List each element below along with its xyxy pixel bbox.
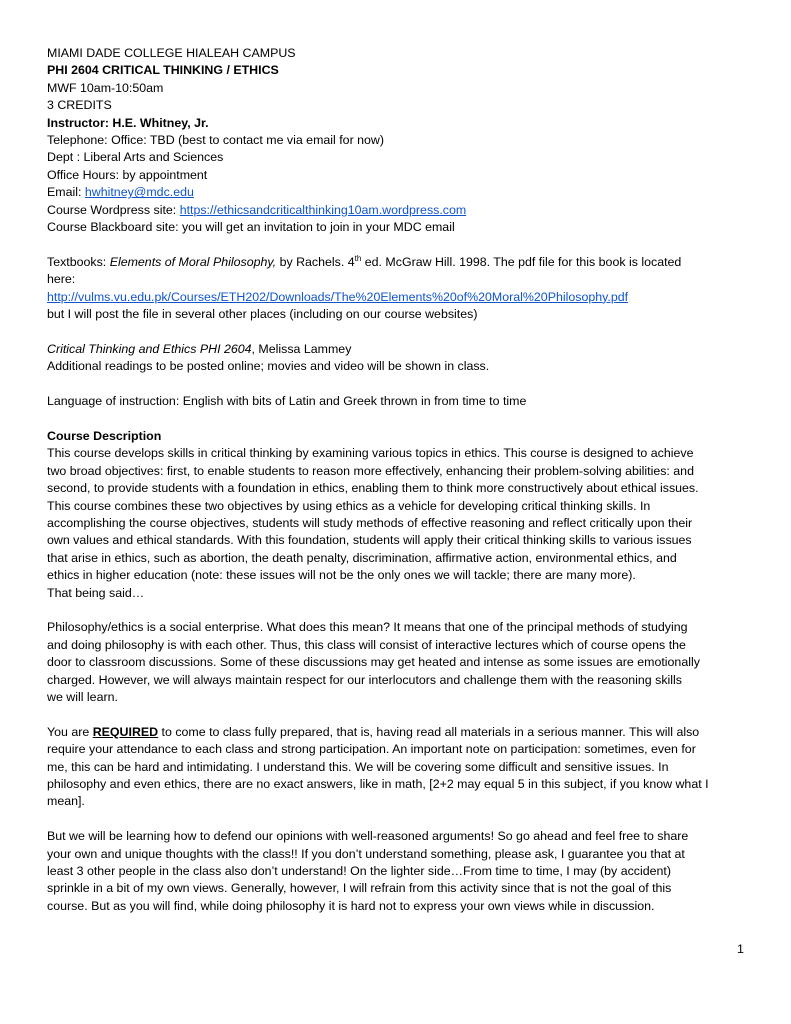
- description-line: that arise in ethics, such as abortion, the death penalty, discrimination, affirmative action, environmental ethics, and: [47, 550, 677, 565]
- textbooks-line-2: here:: [47, 272, 76, 287]
- post-note: but I will post the file in several other places (including on our course websites): [47, 307, 478, 322]
- social-line: door to classroom discussions. Some of these discussions may get heated and intense as some issues are emotionally: [47, 655, 700, 670]
- required-prefix: You are: [47, 724, 93, 739]
- defend-line: your own and unique thoughts with the class!! If you don’t understand something, please ask, I guarantee you that at: [47, 846, 685, 861]
- defend-line: least 3 other people in the class also don’t understand! On the lighter side…From time to time, I may (by accident): [47, 863, 671, 878]
- email-line: [47, 184, 753, 201]
- description-line: own values and ethical standards. With this foundation, students will apply their critical thinking skills to various issues: [47, 533, 692, 548]
- required-word: REQUIRED: [92, 724, 159, 739]
- textbook-author: by Rachels. 4: [276, 254, 355, 269]
- textbook-title: Elements of Moral Philosophy,: [109, 254, 277, 269]
- defend-line: But we will be learning how to defend our opinions with well-reasoned arguments! So go ahead and feel free to share: [47, 829, 689, 844]
- required-line: me, this can be hard and intimidating. I understand this. We will be covering some difficult and sensitive issues. In: [47, 759, 669, 774]
- required-line: philosophy and even ethics, there are no exact answers, like in math, [2+2 may equal 5 in this subject, if you know what I: [47, 776, 709, 791]
- document-page: [47, 45, 753, 915]
- instructor: Instructor: H.E. Whitney, Jr.: [47, 115, 209, 130]
- social-line: Philosophy/ethics is a social enterprise. What does this mean? It means that one of the principal methods of studying: [47, 620, 688, 635]
- second-title: Critical Thinking and Ethics PHI 2604: [47, 341, 252, 356]
- textbooks-line: [47, 254, 753, 271]
- email-link[interactable]: hwhitney@mdc.edu: [84, 185, 194, 200]
- pdf-line: [47, 289, 753, 306]
- course-title: PHI 2604 CRITICAL THINKING / ETHICS: [47, 63, 279, 78]
- wordpress-label: Course Wordpress site:: [47, 202, 180, 217]
- description-heading: Course Description: [47, 428, 162, 443]
- language-line: Language of instruction: English with bits of Latin and Greek thrown in from time to time: [47, 394, 527, 409]
- required-rest: to come to class fully prepared, that is, having read all materials in a serious manner. This will also: [158, 724, 700, 739]
- description-line: two broad objectives: first, to enable students to reason more effectively, enhancing their problem-solving abilities: and: [47, 463, 694, 478]
- social-line: charged. However, we will always maintain respect for our interlocutors and challenge them with the reasoning skills: [47, 672, 682, 687]
- page-number: 1: [737, 942, 744, 956]
- description-line: That being said…: [47, 585, 145, 600]
- social-line: we will learn.: [47, 689, 118, 704]
- wordpress-link[interactable]: https://ethicsandcriticalthinking10am.wordpress.com: [179, 202, 467, 217]
- description-line: ethics in higher education (note: these issues will not be the only ones we will tackle; there are many more).: [47, 568, 636, 583]
- defend-line: sprinkle in a bit of my own views. Generally, however, I will refrain from this activity since that is not the goal of this: [47, 881, 672, 896]
- wordpress-line: [47, 202, 753, 219]
- email-label: Email:: [47, 185, 85, 200]
- description-line: accomplishing the course objectives, students will study methods of effective reasoning and reflect critically upon their: [47, 515, 693, 530]
- department: Dept : Liberal Arts and Sciences: [47, 150, 224, 165]
- required-line: require your attendance to each class and strong participation. An important note on participation: sometimes, even for: [47, 742, 696, 757]
- additional-readings: Additional readings to be posted online; movies and video will be shown in class.: [47, 359, 490, 374]
- description-line: This course combines these two objectives by using ethics as a vehicle for developing critical thinking skills. In: [47, 498, 651, 513]
- pdf-link[interactable]: http://vulms.vu.edu.pk/Courses/ETH202/Downloads/The%20Elements%20of%20Moral%20Philosophy.pdf: [47, 289, 629, 304]
- college-name: MIAMI DADE COLLEGE HIALEAH CAMPUS: [47, 46, 296, 60]
- credits: 3 CREDITS: [47, 98, 112, 113]
- textbooks-prefix: Textbooks:: [47, 254, 110, 269]
- required-line: mean].: [47, 794, 85, 809]
- textbook-rest: ed. McGraw Hill. 1998. The pdf file for this book is located: [361, 254, 682, 269]
- second-author: , Melissa Lammey: [251, 341, 352, 356]
- social-line: and doing philosophy is with each other. Thus, this class will consist of interactive lectures which of course opens the: [47, 637, 686, 652]
- description-line: This course develops skills in critical thinking by examining various topics in ethics. This course is designed to achieve: [47, 446, 694, 461]
- schedule: MWF 10am-10:50am: [47, 80, 164, 95]
- defend-line: course. But as you will find, while doing philosophy it is hard not to express your own views while in discussion.: [47, 898, 655, 913]
- blackboard-line: Course Blackboard site: you will get an invitation to join in your MDC email: [47, 220, 455, 235]
- description-line: second, to provide students with a foundation in ethics, enabling them to think more constructively about ethical issues.: [47, 481, 699, 496]
- office-hours: Office Hours: by appointment: [47, 167, 208, 182]
- required-line: [47, 724, 753, 741]
- second-textbook: [47, 341, 753, 358]
- telephone: Telephone: Office: TBD (best to contact me via email for now): [47, 133, 384, 148]
- edition-sup: th: [354, 253, 362, 263]
